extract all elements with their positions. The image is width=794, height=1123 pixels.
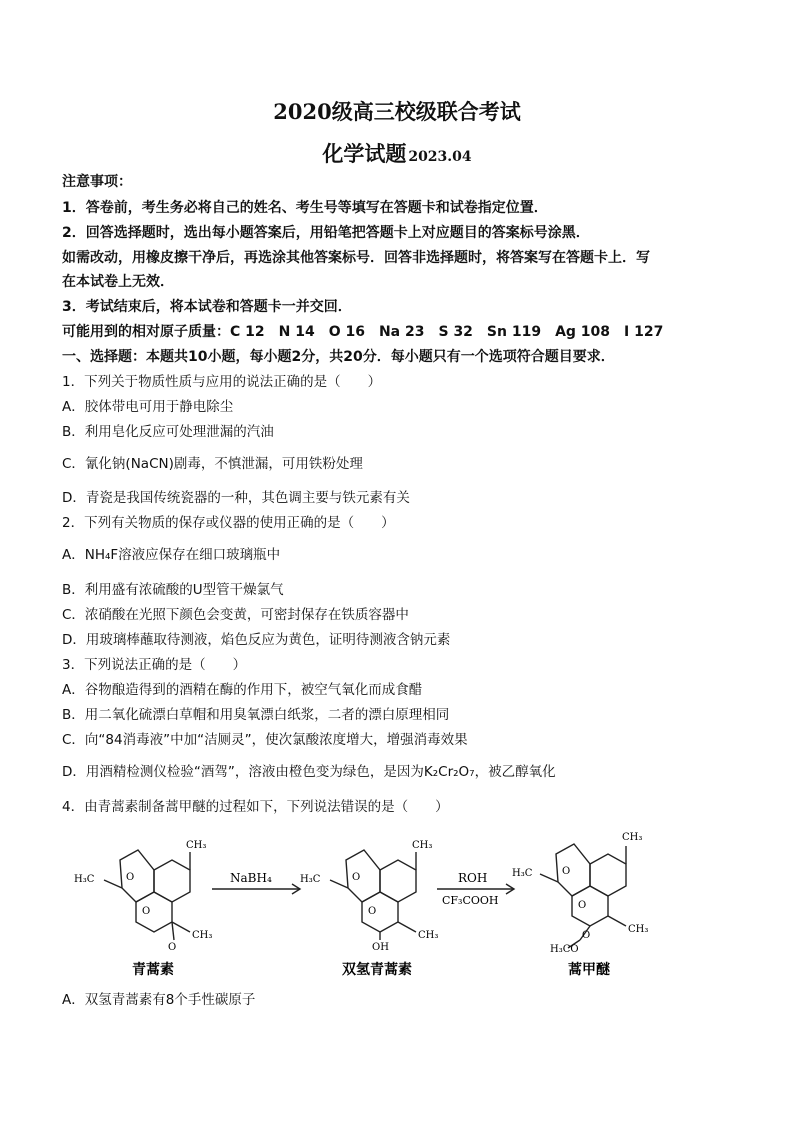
compound-name: 双氢青蒿素 xyxy=(342,962,412,978)
atom-label: H₃CO xyxy=(550,944,579,955)
question-option: B．利用盛有浓硫酸的U型管干燥氯气 xyxy=(62,582,284,598)
atom-label: H₃C xyxy=(300,874,321,885)
question-option: C．浓硝酸在光照下颜色会变黄，可密封保存在铁质容器中 xyxy=(62,607,409,623)
subject-title: 化学试题 xyxy=(322,141,407,166)
notice-heading: 注意事项： xyxy=(62,174,132,190)
atom-label: CH₃ xyxy=(412,840,433,851)
atom-label: O xyxy=(562,866,571,877)
notice-item: 如需改动，用橡皮擦干净后，再选涂其他答案标号．回答非选择题时，将答案写在答题卡上．写 xyxy=(62,250,650,266)
atom-label: CH₃ xyxy=(186,840,207,851)
question-option: D．用玻璃棒蘸取待测液，焰色反应为黄色，证明待测液含钠元素 xyxy=(62,632,451,648)
exam-date: 2023.04 xyxy=(408,149,472,165)
atom-label: H₃C xyxy=(74,874,95,885)
atomic-masses: 可能用到的相对原子质量：C 12 N 14 O 16 Na 23 S 32 Sn 119 Ag 108 I 127 xyxy=(62,324,664,340)
question-option: B．用二氧化硫漂白草帽和用臭氧漂白纸浆，二者的漂白原理相同 xyxy=(62,707,450,723)
notice-item: 3．考试结束后，将本试卷和答题卡一并交回． xyxy=(62,299,352,315)
atom-label: O xyxy=(368,906,377,917)
exam-title: 2020级高三校级联合考试 xyxy=(273,99,521,124)
atom-label: O xyxy=(352,872,361,883)
question-option: A．谷物酿造得到的酒精在酶的作用下，被空气氧化而成食醋 xyxy=(62,682,423,698)
notice-item: 2．回答选择题时，选出每小题答案后，用铅笔把答题卡上对应题目的答案标号涂黑． xyxy=(62,225,590,241)
question-option: A．NH₄F溶液应保存在细口玻璃瓶中 xyxy=(62,547,281,563)
atom-label: CH₃ xyxy=(418,930,439,941)
notice-item: 1．答卷前，考生务必将自己的姓名、考生号等填写在答题卡和试卷指定位置． xyxy=(62,200,548,216)
dihydroartemisinin-structure xyxy=(330,850,416,940)
notice-item: 在本试卷上无效． xyxy=(62,274,174,290)
atom-label: OH xyxy=(372,942,389,953)
reagent-2-bottom: CF₃COOH xyxy=(442,894,499,907)
question-option: C．向“84消毒液”中加“洁厕灵”，使次氯酸浓度增大，增强消毒效果 xyxy=(62,732,468,748)
reagent-1: NaBH₄ xyxy=(230,871,272,885)
atom-label: O xyxy=(578,900,587,911)
exam-subtitle xyxy=(0,138,794,168)
atom-label: CH₃ xyxy=(622,832,643,843)
question-stem: 2．下列有关物质的保存或仪器的使用正确的是（ ） xyxy=(62,515,395,531)
question-stem: 4．由青蒿素制备蒿甲醚的过程如下，下列说法错误的是（ ） xyxy=(62,799,449,815)
compound-name: 青蒿素 xyxy=(132,962,174,978)
compound-name: 蒿甲醚 xyxy=(568,962,610,978)
atom-label: O xyxy=(168,942,177,953)
question-option: A．双氢青蒿素有8个手性碳原子 xyxy=(62,992,256,1008)
atom-label: O xyxy=(126,872,135,883)
reagent-2-top: ROH xyxy=(458,871,488,885)
reaction-scheme xyxy=(62,822,742,982)
section-heading: 一、选择题：本题共10小题，每小题2分，共20分．每小题只有一个选项符合题目要求． xyxy=(62,349,615,365)
question-stem: 1．下列关于物质性质与应用的说法正确的是（ ） xyxy=(62,374,382,390)
artemisinin-structure xyxy=(104,850,190,940)
question-option: A．胶体带电可用于静电除尘 xyxy=(62,399,234,415)
atom-label: H₃C xyxy=(512,868,533,879)
question-option: D．用酒精检测仪检验“酒驾”，溶液由橙色变为绿色，是因为K₂Cr₂O₇，被乙醇氧化 xyxy=(62,764,556,780)
question-option: D．青瓷是我国传统瓷器的一种，其色调主要与铁元素有关 xyxy=(62,490,410,506)
reaction-scheme-svg xyxy=(62,822,742,982)
atom-label: CH₃ xyxy=(628,924,649,935)
question-stem: 3．下列说法正确的是（ ） xyxy=(62,657,247,673)
question-option: B．利用皂化反应可处理泄漏的汽油 xyxy=(62,424,274,440)
question-option: C．氰化钠(NaCN)剧毒，不慎泄漏，可用铁粉处理 xyxy=(62,456,363,472)
atom-label: O xyxy=(142,906,151,917)
atom-label: CH₃ xyxy=(192,930,213,941)
atom-label: O xyxy=(582,930,591,941)
